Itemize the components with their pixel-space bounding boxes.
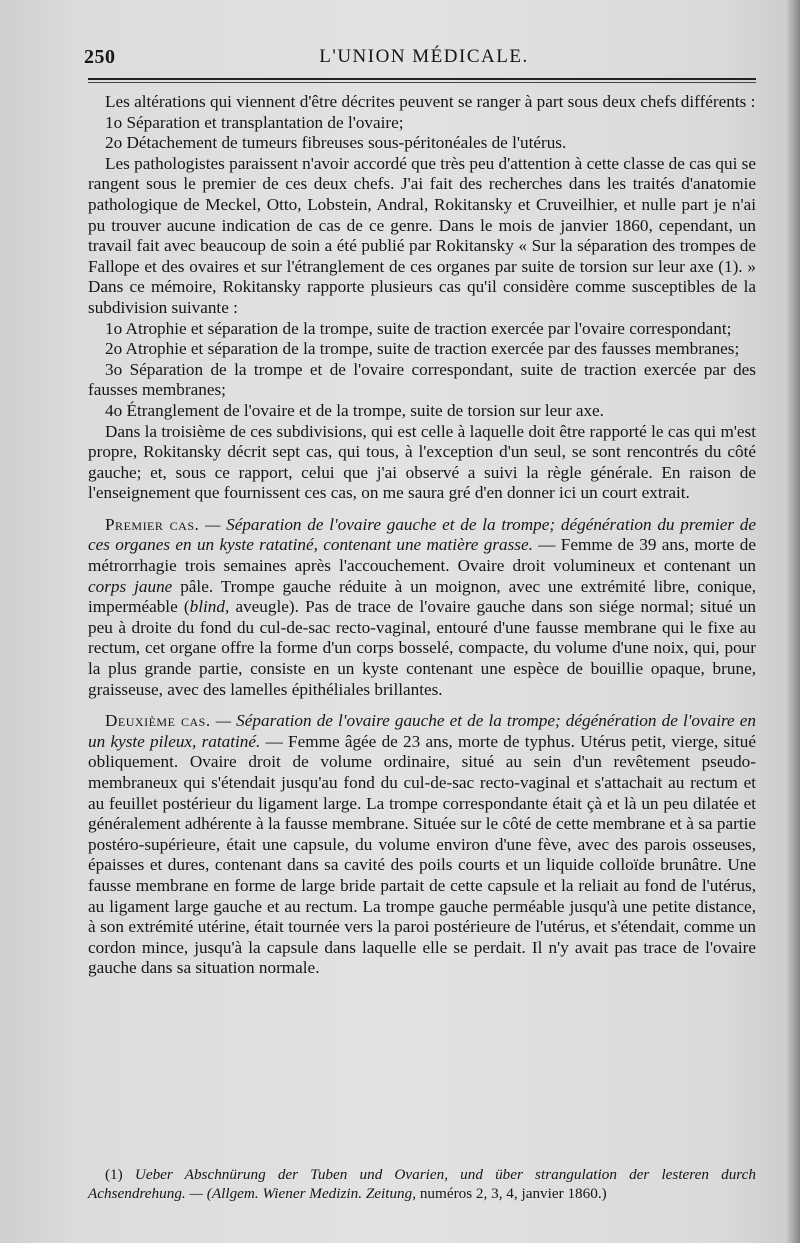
case-1-title: — Séparation de l'ovaire gauche et de la trompe; dégénération du premier de ces organes en un kyste ratatiné, contenant une matière grasse. bbox=[88, 514, 757, 555]
footnote-title: Ueber Abschnürung der Tuben und Ovarien, und über strangulation der lesteren durch Achsendrehung. — (Allgem. Wiener Medizin. Zeitung, bbox=[88, 1166, 756, 1202]
case-2-text: — Femme âgée de 23 ans, morte de typhus. Utérus petit, vierge, situé obliquement. Ovaire droit de volume ordinaire, situé au sein d'un revêtement pseudo-membraneux qui s'étendait jusqu'au fond du cul-de-sac recto-vaginal et s'attachait au rectum et au feuillet postérieur du ligament large. La trompe correspondante était çà et là un peu dilatée et généralement adhérente à la fausse membrane. Située sur le côté de cette membrane et à sa partie postéro-supérieure, était une capsule, du volume environ d'une fève, avec des parois osseuses, épaisses et dures, contenant dans sa cavité des poils courts et un liquide colloïde brunâtre. Une fausse membrane en forme de large bride partait de cette capsule et la reliait au fond de l'utérus, au ligament large gauche et au rectum. La trompe gauche perméable jusqu'à une petite distance, à son extrémité utérine, était tournée vers la paroi postérieure de l'utérus, et s'étendait, comme un cordon mince, jusqu'à la capsule dans laquelle elle se perdait. Il n'y avait pas trace de l'ovaire gauche dans sa situation normale. bbox=[88, 731, 756, 978]
list-item: 2o Atrophie et séparation de la trompe, suite de traction exercée par des fausses membranes; bbox=[105, 339, 740, 359]
list-item: 2o Détachement de tumeurs fibreuses sous-péritonéales de l'utérus. bbox=[105, 133, 567, 153]
paragraph: Les pathologistes paraissent n'avoir accordé que très peu d'attention à cette classe de cas qui se rangent sous le premier de ces deux chefs. J'ai fait des recherches dans les traités d'anatomie pathologique de Meckel, Otto, Lobstein, Andral, Rokitansky et Cruveilhier, et nulle part je n'ai pu trouver aucune indication de cas de ce genre. Dans le mois de janvier 1860, cependant, un travail fait avec beaucoup de soin a été publié par Rokitansky « Sur la séparation des trompes de Fallope et des ovaires et sur l'étranglement de ces organes par suite de torsion sur leur axe (1). » Dans ce mémoire, Rokitansky rapporte plusieurs cas qu'il considère comme susceptibles de la subdivision suivante : bbox=[88, 153, 756, 317]
list-item: 3o Séparation de la trompe et de l'ovaire correspondant, suite de traction exercée par des fausses membranes; bbox=[88, 359, 756, 400]
case-2-title: — Séparation de l'ovaire gauche et de la trompe; dégénération de l'ovaire en un kyste pileux, ratatiné. bbox=[88, 711, 756, 751]
paragraph: Les altérations qui viennent d'être décrites peuvent se ranger à part sous deux chefs différents : bbox=[105, 92, 756, 111]
case-1-term-corps-jaune: corps jaune bbox=[88, 576, 173, 596]
footnote bbox=[88, 1165, 756, 1203]
case-1-text-a: — Femme de 39 ans, morte de métrorrhagie trois semaines après l'accouchement. Ovaire droit volumineux et contenant un bbox=[88, 535, 756, 576]
list-item: 4o Étranglement de l'ovaire et de la trompe, suite de torsion sur leur axe. bbox=[105, 400, 604, 420]
section-gap bbox=[88, 700, 756, 711]
case-2 bbox=[88, 711, 756, 979]
section-gap bbox=[88, 504, 756, 515]
list-item: 1o Atrophie et séparation de la trompe, suite de traction exercée par l'ovaire correspondant; bbox=[105, 318, 732, 338]
article-body bbox=[88, 92, 756, 979]
case-1-text-c: aveugle). Pas de trace de l'ovaire gauche dans son siége normal; situé un peu à droite du fond du cul-de-sac recto-vaginal, entouré d'une fausse membrane qui le fixe au rectum, cet organe offre la forme d'un corps bosselé, compacte, du volume d'une noix, qui, pour la plus grande partie, consiste en un kyste contenant une espèce de bouillie opaque, brune, graisseuse, avec des lamelles épithéliales brillantes. bbox=[88, 597, 756, 699]
case-2-label: Deuxième cas. bbox=[105, 711, 211, 731]
header-rule bbox=[88, 78, 756, 80]
case-1-text-b: pâle. Trompe gauche réduite à un moignon, avec une extrémité libre, conique, imperméable ( bbox=[88, 576, 756, 617]
page-number: 250 bbox=[84, 46, 116, 68]
footnote-rest: numéros 2, 3, 4, janvier 1860.) bbox=[416, 1185, 607, 1202]
running-title: L'UNION MÉDICALE. bbox=[319, 46, 529, 67]
footnote-text bbox=[88, 1165, 756, 1203]
case-1-term-blind: blind, bbox=[189, 597, 230, 617]
list-item: 1o Séparation et transplantation de l'ovaire; bbox=[105, 112, 404, 132]
header-rule-thin bbox=[88, 82, 756, 83]
case-1 bbox=[88, 515, 756, 700]
page-header bbox=[84, 46, 764, 76]
footnote-marker: (1) bbox=[105, 1166, 135, 1183]
paragraph: Dans la troisième de ces subdivisions, qui est celle à laquelle doit être rapporté le cas qui m'est propre, Rokitansky décrit sept cas, qui tous, à l'exception d'un seul, se sont rencontrés du côté gauche; et, sous ce rapport, celui que j'ai observé a suivi la règle générale. En raison de l'enseignement que fournissent ces cas, on me saura gré d'en donner ici un court extrait. bbox=[88, 421, 756, 503]
case-1-label: Premier cas. bbox=[105, 514, 200, 534]
